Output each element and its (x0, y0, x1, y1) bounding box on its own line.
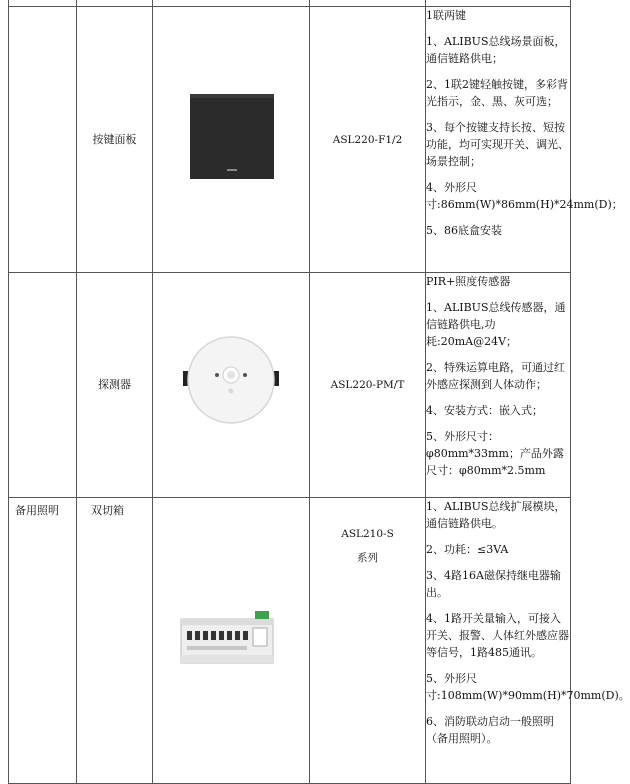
product-name: 探测器 (77, 273, 153, 498)
product-image-cell (153, 498, 310, 784)
desc-line: 1、ALIBUS总线场景面板，通信链路供电； (426, 35, 566, 65)
desc-line: 5、外形尺寸：φ80mm*33mm；产品外露尺寸：φ80mm*2.5mm (426, 430, 564, 477)
desc-line: 3、每个按键支持长按、短按功能，均可实现开关、调光、场景控制； (426, 121, 569, 168)
product-name-cell (77, 498, 153, 784)
desc-line: 1、ALIBUS总线传感器，通信链路供电,功耗:20mA@24V； (426, 301, 566, 348)
table-row (9, 7, 571, 273)
table-row (9, 273, 571, 498)
desc-line: 2、特殊运算电路，可通过红外感应探测到人体动作； (426, 361, 565, 391)
panel-image (153, 7, 309, 267)
model-cell: ASL220-PM/T (310, 273, 426, 498)
table-row (9, 498, 571, 784)
desc-line: 2、1联2键轻触按键，多彩背光指示，金、黑、灰可选； (426, 78, 568, 108)
description-cell (426, 498, 630, 784)
description-cell (426, 7, 623, 273)
desc-line: 4、外形尺寸:86mm(W)*86mm(H)*24mm(D)； (426, 181, 623, 211)
product-name: 按键面板 (77, 7, 153, 273)
desc-line: PIR+照度传感器 (426, 275, 511, 288)
switch-box-image (153, 498, 309, 778)
desc-line: 3、4路16A磁保持继电器输出。 (426, 569, 561, 599)
description-cell (426, 273, 571, 498)
product-image-cell (153, 273, 310, 498)
desc-line: 1联两键 (426, 9, 466, 22)
category-cell (9, 7, 77, 273)
desc-line: 4、1路开关量输入，可接入开关、报警、人体红外感应器等信号，1路485通讯。 (426, 612, 569, 659)
product-spec-table (8, 0, 630, 784)
desc-line: 5、外形尺寸:108mm(W)*90mm(H)*70mm(D)。 (426, 672, 630, 702)
category-cell: 备用照明 (9, 498, 77, 784)
desc-line: 2、功耗：≤3VA (426, 543, 509, 556)
product-image-cell (153, 7, 310, 273)
model-cell: ASL210-S 系列 (310, 498, 426, 784)
detector-image (153, 273, 309, 492)
product-name: 双切箱 (91, 504, 124, 517)
category-cell (9, 273, 77, 498)
desc-line: 6、消防联动启动一般照明（备用照明）。 (426, 715, 554, 745)
desc-line: 5、86底盒安装 (426, 224, 502, 237)
model-cell: ASL220-F1/2 (310, 7, 426, 273)
desc-line: 1、ALIBUS总线扩展模块，通信链路供电。 (426, 500, 566, 530)
desc-line: 4、安装方式：嵌入式； (426, 404, 543, 417)
